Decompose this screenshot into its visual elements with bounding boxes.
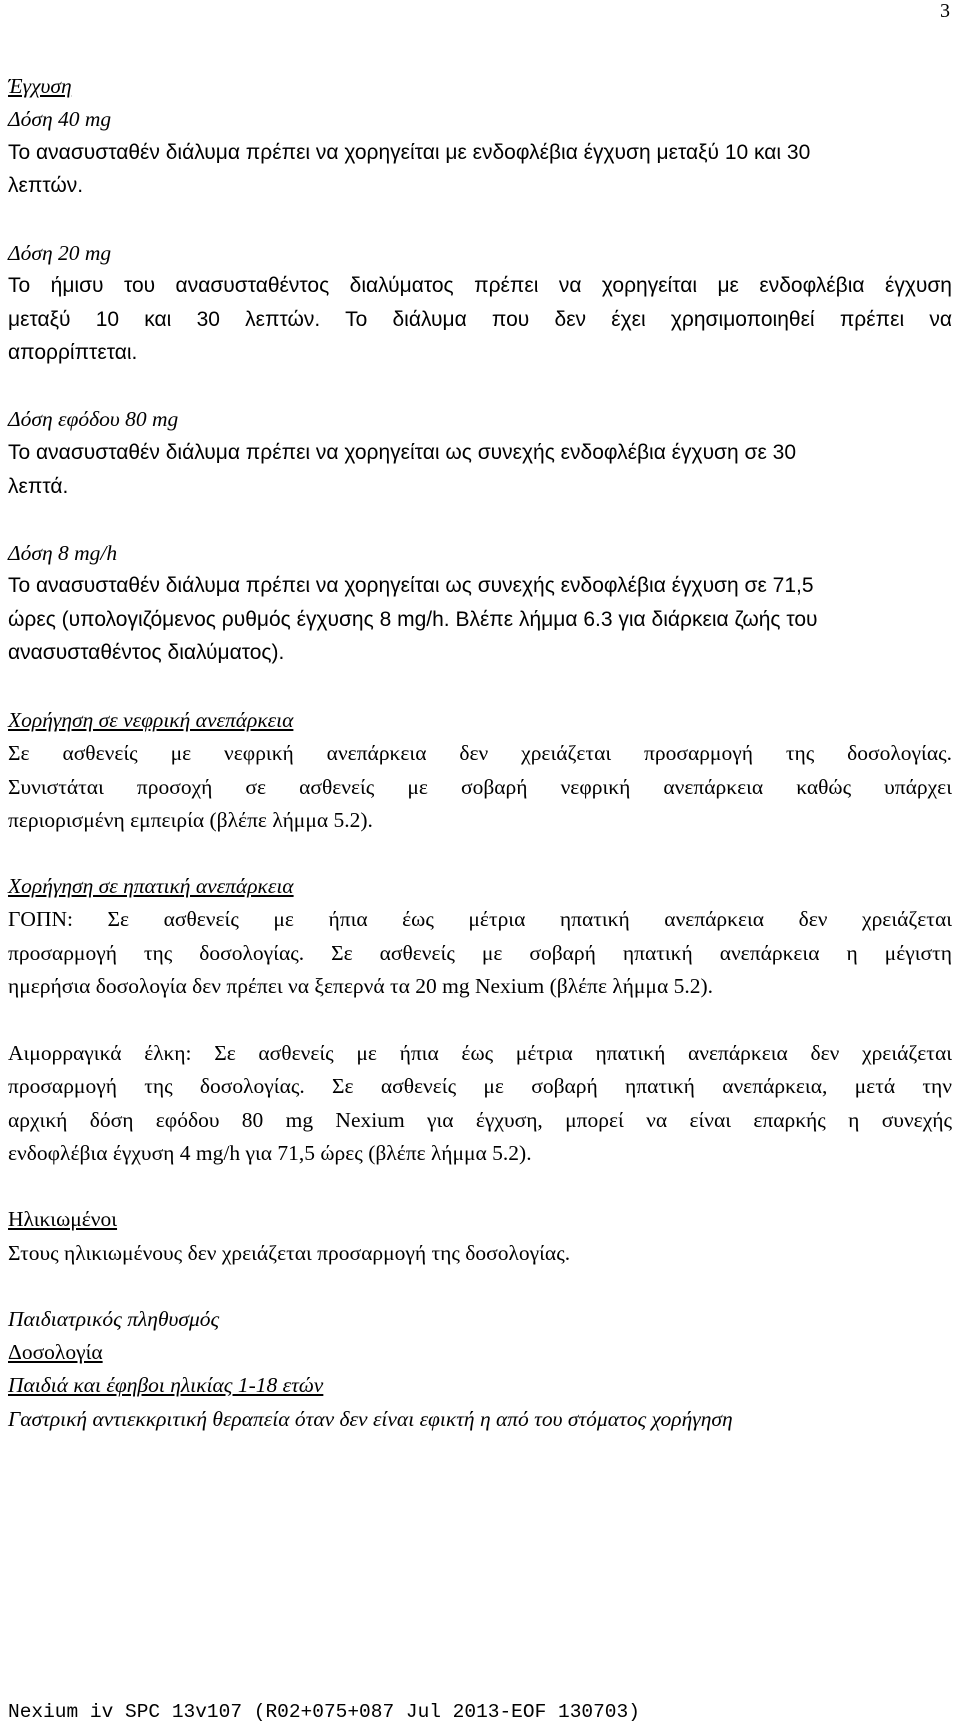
bleeding-ulcer-line-2: προσαρμογή της δοσολογίας. Σε ασθενείς με σοβαρή ηπατική ανεπάρκεια, μετά την xyxy=(8,1074,952,1098)
dose-20-line-3: απορρίπτεται. xyxy=(8,341,138,364)
elderly-heading: Ηλικιωμένοι xyxy=(8,1207,118,1231)
page-number: 3 xyxy=(940,0,950,22)
dose-20-title: Δόση 20 mg xyxy=(8,241,112,265)
loading-dose-title: Δόση εφόδου 80 mg xyxy=(8,407,179,431)
renal-line-3: περιορισμένη εμπειρία (βλέπε λήμμα 5.2). xyxy=(8,808,373,832)
hepatic-line-2: προσαρμογή της δοσολογίας. Σε ασθενείς με σοβαρή ηπατική ανεπάρκεια η μέγιστη xyxy=(8,941,952,965)
hepatic-line-3: ημερήσια δοσολογία δεν πρέπει να ξεπερνά τα 20 mg Nexium (βλέπε λήμμα 5.2). xyxy=(8,974,713,998)
elderly-line-1: Στους ηλικιωμένους δεν χρειάζεται προσαρμογή της δοσολογίας. xyxy=(8,1241,571,1265)
loading-dose-line-1: Το ανασυσταθέν διάλυμα πρέπει να χορηγείται ως συνεχής ενδοφλέβια έγχυση σε 30 xyxy=(8,441,797,464)
dose-8-line-1: Το ανασυσταθέν διάλυμα πρέπει να χορηγείται ως συνεχής ενδοφλέβια έγχυση σε 71,5 xyxy=(8,574,814,597)
hepatic-line-1: ΓΟΠΝ: Σε ασθενείς με ήπια έως μέτρια ηπατική ανεπάρκεια δεν χρειάζεται xyxy=(8,907,952,931)
bleeding-ulcer-line-3: αρχική δόση εφόδου 80 mg Nexium για έγχυση, μπορεί να είναι επαρκής η συνεχής xyxy=(8,1108,952,1132)
dose-40-line-2: λεπτών. xyxy=(8,174,84,197)
bleeding-ulcer-line-1: Αιμορραγικά έλκη: Σε ασθενείς με ήπια έως μέτρια ηπατική ανεπάρκεια δεν χρειάζεται xyxy=(8,1041,952,1065)
renal-line-2: Συνιστάται προσοχή σε ασθενείς με σοβαρή νεφρική ανεπάρκεια καθώς υπάρχει xyxy=(8,775,952,799)
document-footer: Nexium iv SPC 13v107 (R02+075+087 Jul 2013-EOF 130703) xyxy=(8,1701,640,1723)
renal-heading: Χορήγηση σε νεφρική ανεπάρκεια xyxy=(8,708,294,732)
dose-40-title: Δόση 40 mg xyxy=(8,107,112,131)
dose-8-line-3: ανασυσταθέντος διαλύματος). xyxy=(8,641,285,664)
dose-8-title: Δόση 8 mg/h xyxy=(8,541,118,565)
infusion-heading: Έγχυση xyxy=(8,74,72,98)
dose-20-line-2: μεταξύ 10 και 30 λεπτών. Το διάλυμα που δεν έχει χρησιμοποιηθεί πρέπει να xyxy=(8,308,952,331)
paediatric-heading: Παιδιατρικός πληθυσμός xyxy=(8,1307,220,1331)
hepatic-heading: Χορήγηση σε ηπατική ανεπάρκεια xyxy=(8,874,294,898)
posology-heading: Δοσολογία xyxy=(8,1340,103,1364)
dose-20-line-1: Το ήμισυ του ανασυσταθέντος διαλύματος πρέπει να χορηγείται με ενδοφλέβια έγχυση xyxy=(8,274,952,297)
dose-8-line-2: ώρες (υπολογιζόμενος ρυθμός έγχυσης 8 mg/h. Βλέπε λήμμα 6.3 για διάρκεια ζωής του xyxy=(8,608,818,631)
bleeding-ulcer-line-4: ενδοφλέβια έγχυση 4 mg/h για 71,5 ώρες (βλέπε λήμμα 5.2). xyxy=(8,1141,532,1165)
renal-line-1: Σε ασθενείς με νεφρική ανεπάρκεια δεν χρειάζεται προσαρμογή της δοσολογίας. xyxy=(8,741,952,765)
dose-40-line-1: Το ανασυσταθέν διάλυμα πρέπει να χορηγείται με ενδοφλέβια έγχυση μεταξύ 10 και 30 xyxy=(8,141,811,164)
loading-dose-line-2: λεπτά. xyxy=(8,475,69,498)
children-heading: Παιδιά και έφηβοι ηλικίας 1-18 ετών xyxy=(8,1373,324,1397)
gastric-heading: Γαστρική αντιεκκριτική θεραπεία όταν δεν είναι εφικτή η από του στόματος χορήγηση xyxy=(8,1407,733,1431)
